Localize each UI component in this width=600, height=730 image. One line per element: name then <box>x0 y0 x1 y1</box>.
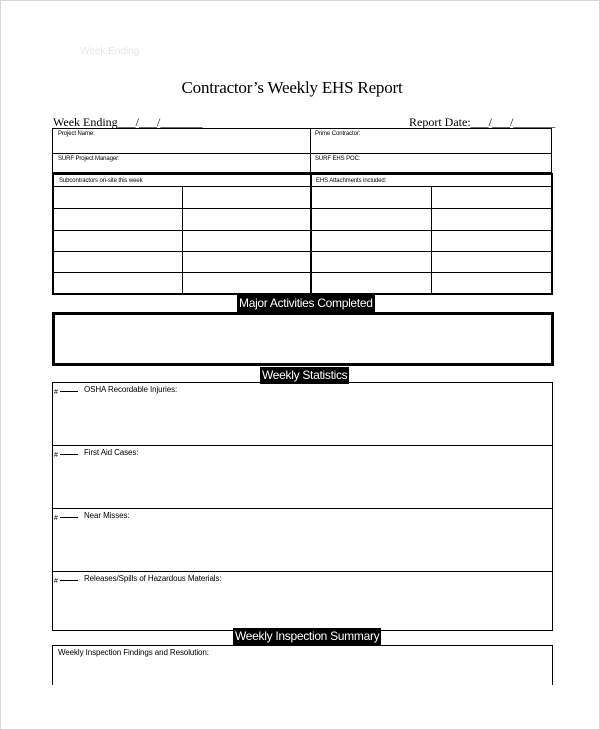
surf-project-manager-field[interactable]: SURF Project Manager: <box>58 156 120 162</box>
stat-count-marker: # <box>54 452 58 459</box>
stat-label: Releases/Spills of Hazardous Materials: <box>84 574 222 583</box>
subcontractors-header: Subcontractors on-site this week <box>59 178 143 184</box>
subcontractors-attachments-table <box>52 173 553 295</box>
stat-label: OSHA Recordable Injuries: <box>84 385 178 394</box>
attachments-header: EHS Attachments included: <box>316 178 387 184</box>
grid-line <box>182 186 183 293</box>
major-activities-input-box[interactable] <box>52 312 554 366</box>
stat-row-releases-spills[interactable] <box>53 572 552 634</box>
faint-watermark-text: Week Ending <box>80 46 140 57</box>
stat-count-blank[interactable] <box>60 517 78 518</box>
weekly-inspection-heading: Weekly Inspection Summary <box>235 629 380 643</box>
grid-line <box>54 230 551 231</box>
stat-count-blank[interactable] <box>60 580 78 581</box>
stat-count-blank[interactable] <box>60 391 78 392</box>
weekly-statistics-table <box>52 382 553 631</box>
grid-line <box>54 272 551 273</box>
project-info-table <box>52 128 552 173</box>
stat-row-osha[interactable] <box>53 383 552 445</box>
stat-label: First Aid Cases: <box>84 448 139 457</box>
stat-count-marker: # <box>54 578 58 585</box>
info-table-divider <box>53 153 551 154</box>
grid-line <box>54 208 551 209</box>
stat-count-marker: # <box>54 515 58 522</box>
stat-count-marker: # <box>54 389 58 396</box>
stat-row-first-aid[interactable] <box>53 446 552 508</box>
inspection-findings-box[interactable] <box>52 645 553 685</box>
grid-line <box>310 175 312 293</box>
grid-line <box>431 186 432 293</box>
stat-label: Near Misses: <box>84 511 130 520</box>
weekly-statistics-heading: Weekly Statistics <box>262 368 348 382</box>
major-activities-heading: Major Activities Completed <box>239 296 373 310</box>
report-date-field[interactable]: Report Date:___/___/_______ <box>409 115 556 129</box>
grid-line <box>54 251 551 252</box>
week-ending-field[interactable]: Week Ending___/___/_______ <box>53 115 203 129</box>
inspection-findings-label: Weekly Inspection Findings and Resolution: <box>58 648 209 657</box>
info-table-divider <box>310 129 311 172</box>
stat-row-near-misses[interactable] <box>53 509 552 571</box>
surf-ehs-poc-field[interactable]: SURF EHS POC: <box>315 156 361 162</box>
grid-line <box>54 186 551 187</box>
stat-count-blank[interactable] <box>60 454 78 455</box>
prime-contractor-field[interactable]: Prime Contractor: <box>315 131 361 137</box>
project-name-field[interactable]: Project Name: <box>58 131 95 137</box>
page-title: Contractor’s Weekly EHS Report <box>181 78 403 97</box>
